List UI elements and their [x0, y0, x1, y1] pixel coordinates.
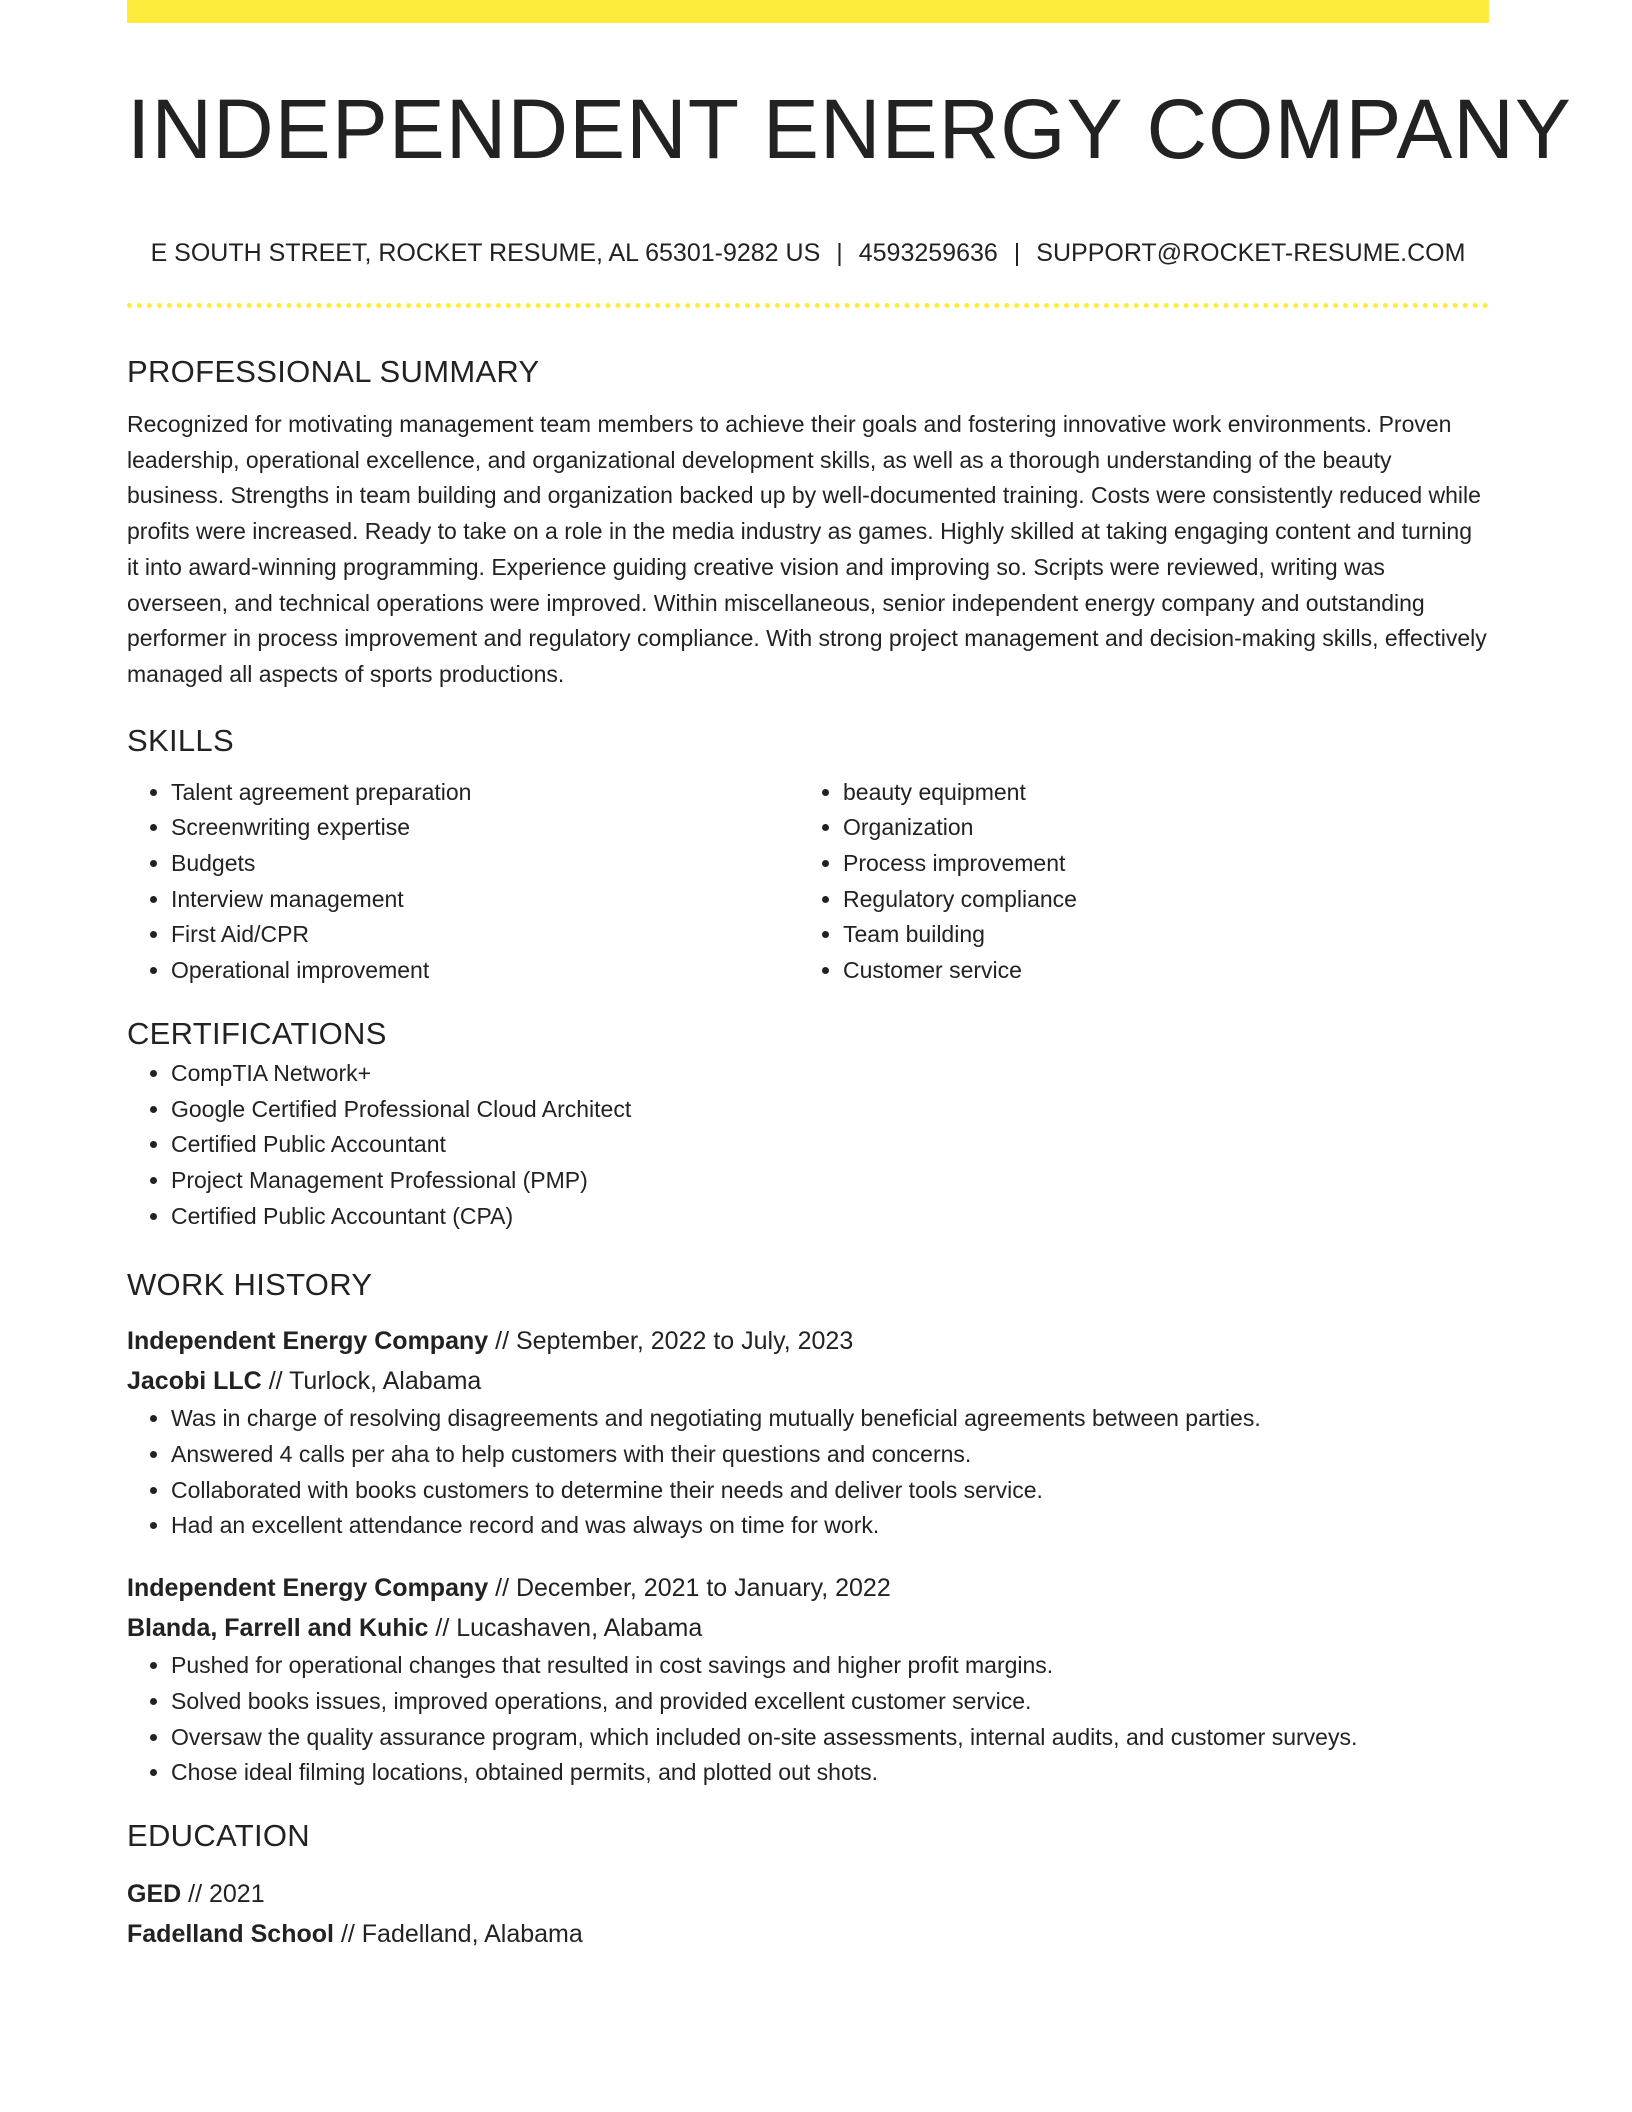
skill-item: • Organization	[843, 810, 1471, 846]
skills-list-right	[799, 775, 1471, 989]
job-employer-line	[127, 1608, 1489, 1648]
skill-item: • Team building	[843, 917, 1471, 953]
job-title: Independent Energy Company	[127, 1574, 489, 1603]
skill-item: • Screenwriting expertise	[171, 810, 799, 846]
job-duties-list	[127, 1648, 1489, 1791]
certification-item: • Certified Public Accountant	[171, 1127, 1489, 1163]
job-duty-item: • Solved books issues, improved operations, and provided excellent customer service.	[171, 1684, 1489, 1720]
skills-section	[127, 719, 1489, 989]
resume-name: INDEPENDENT ENERGY COMPANY	[127, 82, 1572, 176]
skills-column-right	[799, 775, 1471, 989]
job-location: // Lucashaven, Alabama	[435, 1614, 703, 1643]
job-employer: Jacobi LLC	[127, 1367, 262, 1396]
accent-top-bar	[127, 0, 1489, 23]
certifications-list	[127, 1056, 1489, 1235]
job-title: Independent Energy Company	[127, 1327, 489, 1356]
section-heading-skills: SKILLS	[127, 722, 234, 758]
job-entry	[127, 1321, 1489, 1544]
skills-columns	[127, 775, 1489, 989]
job-duty-item: • Chose ideal filming locations, obtained permits, and plotted out shots.	[171, 1755, 1489, 1791]
job-duty-item: • Had an excellent attendance record and was always on time for work.	[171, 1508, 1489, 1544]
education-location: // Fadelland, Alabama	[340, 1919, 583, 1948]
contact-separator: |	[836, 239, 843, 267]
job-duty-item: • Was in charge of resolving disagreements and negotiating mutually beneficial agreements between parties.	[171, 1401, 1489, 1437]
skill-item: • First Aid/CPR	[171, 917, 799, 953]
skills-column-left	[127, 775, 799, 989]
skill-item: • Customer service	[843, 953, 1471, 989]
section-heading-education: EDUCATION	[127, 1817, 310, 1853]
job-dates: // September, 2022 to July, 2023	[495, 1327, 854, 1356]
job-duty-item: • Oversaw the quality assurance program, which included on-site assessments, internal audits, and customer surveys.	[171, 1720, 1489, 1756]
resume-content	[127, 350, 1489, 1954]
certification-item: • Certified Public Accountant (CPA)	[171, 1199, 1489, 1235]
certification-item: • Project Management Professional (PMP)	[171, 1163, 1489, 1199]
certification-item: • CompTIA Network+	[171, 1056, 1489, 1092]
skill-item: • beauty equipment	[843, 775, 1471, 811]
contact-phone: 4593259636	[858, 239, 998, 267]
skill-item: • Process improvement	[843, 846, 1471, 882]
section-heading-work-history: WORK HISTORY	[127, 1267, 373, 1303]
job-employer: Blanda, Farrell and Kuhic	[127, 1614, 429, 1643]
job-employer-line	[127, 1361, 1489, 1401]
contact-email: SUPPORT@ROCKET-RESUME.COM	[1036, 239, 1466, 267]
job-dates: // December, 2021 to January, 2022	[495, 1574, 891, 1603]
certifications-section	[127, 1012, 1489, 1235]
education-school: Fadelland School	[127, 1919, 334, 1948]
skill-item: • Interview management	[171, 882, 799, 918]
education-school-line	[127, 1914, 1489, 1954]
job-duty-item: • Pushed for operational changes that resulted in cost savings and higher profit margins.	[171, 1648, 1489, 1684]
job-location: // Turlock, Alabama	[268, 1367, 482, 1396]
summary-text: Recognized for motivating management team members to achieve their goals and fostering innovative work environments. Proven leadership, operational excellence, and organizational development skills, as well as a thorough understanding of the beauty business. Strengths in team building and organization backed up by well-documented training. Costs were consistently reduced while profits were increased. Ready to take on a role in the media industry as games. Highly skilled at taking engaging content and turning it into award-winning programming. Experience guiding creative vision and improving so. Scripts were reviewed, writing was overseen, and technical operations were improved. Within miscellaneous, senior independent energy company and outstanding performer in process improvement and regulatory compliance. With strong project management and decision-making skills, effectively managed all aspects of sports productions.	[127, 411, 1487, 687]
contact-line	[127, 235, 1489, 271]
section-heading-certifications: CERTIFICATIONS	[127, 1015, 387, 1051]
education-section	[127, 1814, 1489, 1954]
certification-item: • Google Certified Professional Cloud Architect	[171, 1092, 1489, 1128]
job-title-line	[127, 1321, 1489, 1361]
skill-item: • Talent agreement preparation	[171, 775, 799, 811]
work-history-section	[127, 1263, 1489, 1791]
job-duties-list	[127, 1401, 1489, 1544]
skills-list-left	[127, 775, 799, 989]
education-degree: GED	[127, 1879, 182, 1908]
job-entry	[127, 1568, 1489, 1791]
contact-address: E SOUTH STREET, ROCKET RESUME, AL 65301-9282 US	[150, 239, 821, 267]
skill-item: • Regulatory compliance	[843, 882, 1471, 918]
dotted-divider	[127, 303, 1489, 308]
section-heading-summary: PROFESSIONAL SUMMARY	[127, 354, 540, 389]
education-degree-line	[127, 1874, 1489, 1914]
job-title-line	[127, 1568, 1489, 1608]
job-duty-item: • Answered 4 calls per aha to help customers with their questions and concerns.	[171, 1437, 1489, 1473]
skill-item: • Budgets	[171, 846, 799, 882]
skill-item: • Operational improvement	[171, 953, 799, 989]
summary-section	[127, 350, 1489, 693]
job-duty-item: • Collaborated with books customers to determine their needs and deliver tools service.	[171, 1473, 1489, 1509]
education-entry	[127, 1874, 1489, 1954]
contact-separator: |	[1013, 239, 1021, 267]
education-year: // 2021	[188, 1879, 265, 1908]
